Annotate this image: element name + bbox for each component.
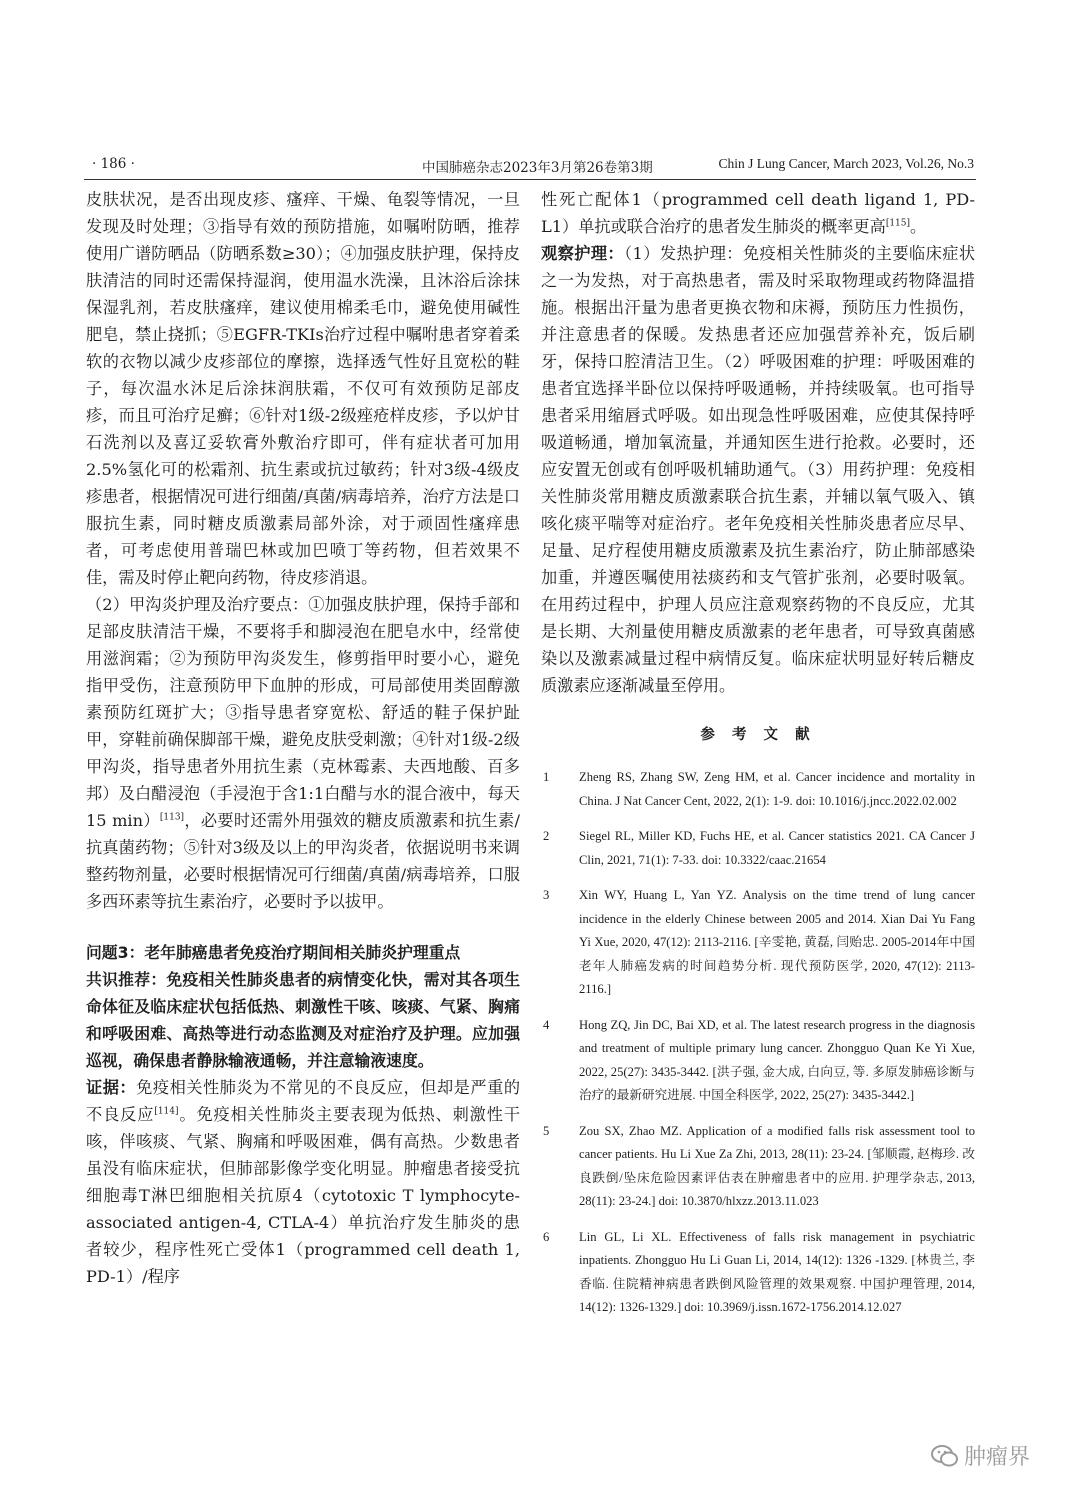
reference-number: 5 [543, 1123, 550, 1138]
journal-title-en: Chin J Lung Cancer, March 2023, Vol.26, No.3 [718, 156, 974, 171]
reference-number: 1 [543, 770, 550, 784]
evidence-paragraph: 证据：免疫相关性肺炎为不常见的不良反应，但却是严重的不良反应[114]。免疫相关性肺炎主要表现为低热、刺激性干咳，伴咳痰、气紧、胸痛和呼吸困难，偶有高热。少数患者虽没有临床症状，但肺部影像学变化明显。肿瘤患者接受抗细胞毒T淋巴细胞相关抗原4（cytotoxic T lymphocyte-associated antigen-4, CTLA-4）单抗治疗发生肺炎的患者较少，程序性死亡受体1（programmed cell death 1, PD-1）/程序 [86, 1078, 521, 1286]
reference-item [541, 884, 975, 1002]
watermark [930, 1440, 1050, 1470]
citation-113: [113] [159, 812, 185, 823]
references-heading: 参 考 文 献 [700, 727, 816, 743]
reference-item [541, 766, 975, 813]
consensus-recommendation: 共识推荐：免疫相关性肺炎患者的病情变化快，需对其各项生命体征及临床症状包括低热、刺激性干咳、咳痰、气紧、胸痛和呼吸困难、高热等进行动态监测及对症治疗及护理。应加强巡视，确保患者静脉输液通畅，并注意输液速度。 [86, 970, 520, 1070]
skin-care-paragraph: 皮肤状况，是否出现皮疹、瘙痒、干燥、龟裂等情况，一旦发现及时处理；③指导有效的预防措施，如嘱咐防晒，推荐使用广谱防晒品（防晒系数≥30）；④加强皮肤护理，保持皮肤清洁的同时还需保持湿润，使用温水洗澡，且沐浴后涂抹保湿乳剂，若皮肤瘙痒，建议使用棉柔毛巾，避免使用碱性肥皂，禁止挠抓；⑤EGFR-TKIs治疗过程中嘱咐患者穿着柔软的衣物以减少皮疹部位的摩擦，选择透气性好且宽松的鞋子，每次温水沐足后涂抹润肤霜，不仅可有效预防足部皮疹，而且可治疗足癣；⑥针对1级-2级痤疮样皮疹，予以炉甘石洗剂以及喜辽妥软膏外敷治疗即可，伴有症状者可加用2.5%氢化可的松霜剂、抗生素或抗过敏药；针对3级-4级皮疹患者，根据情况可进行细菌/真菌/病毒培养，治疗方法是口服抗生素，同时糖皮质激素局部外涂，对于顽固性瘙痒患者，可考虑使用普瑞巴林或加巴喷丁等药物，但若效果不佳，需及时停止靶向药物，待皮疹消退。 [86, 190, 520, 587]
reference-text: Xin WY, Huang L, Yan YZ. Analysis on the time trend of lung cancer incidence in the elderly Chinese between 2005 and 2014. Xian Dai Yu Fang Yi Xue, 2020, 47(12): 2113-2116. [辛雯艳, 黄磊, 闫贻忠. 2005-2014年中国老年人肺癌发病的时间趋势分析. 现代预防医学, 2020, 47(12): 2113-2116.] [579, 888, 975, 996]
reference-text: Zou SX, Zhao MZ. Application of a modified falls risk assessment tool to cancer patients. Hu Li Xue Za Zhi, 2013, 28(11): 23-24. [邹顺霞, 赵梅珍. 改良跌倒/坠床危险因素评估表在肿瘤患者中的应用. 护理学杂志, 2013, 28(11): 23-24.] doi: 10.3870/hlxzz.2013.11.023 [579, 1123, 975, 1208]
citation-114: [114] [154, 1106, 179, 1117]
reference-text: Zheng RS, Zhang SW, Zeng HM, et al. Cancer incidence and mortality in China. J Nat Cancer Cent, 2022, 2(1): 1-9. doi: 10.1016/j.jncc.2022.02.002 [579, 770, 975, 808]
wechat-icon [930, 1444, 960, 1468]
reference-item [541, 1014, 975, 1108]
reference-number: 3 [543, 888, 550, 902]
page-number: · 186 · [92, 156, 135, 172]
paronychia-paragraph: （2）甲沟炎护理及治疗要点：①加强皮肤护理，保持手部和足部皮肤清洁干燥，不要将手和脚浸泡在肥皂水中，经常使用滋润霜；②为预防甲沟炎发生，修剪指甲时要小心，避免指甲受伤，注意预防甲下血肿的形成，可局部使用类固醇激素预防红斑扩大；③指导患者穿宽松、舒适的鞋子保护趾甲，穿鞋前确保脚部干燥，避免皮肤受刺激；④针对1级-2级甲沟炎，指导患者外用抗生素（克林霉素、夫西地酸、百多邦）及白醋浸泡（手浸泡于含1:1白醋与水的混合液中，每天15 min）[113]，必要时还需外用强效的糖皮质激素和抗生素/抗真菌药物；⑤针对3级及以上的甲沟炎者，依据说明书来调整药物剂量，必要时根据情况可行细菌/真菌/病毒培养，口服多西环素等抗生素治疗，必要时予以拔甲。 [86, 595, 521, 911]
reference-item [541, 825, 975, 872]
observation-label: 观察护理： [541, 244, 625, 263]
watermark-text: 肿瘤界 [964, 1445, 1031, 1470]
left-column [86, 186, 520, 1290]
reference-number: 2 [543, 829, 550, 843]
citation-115: [115] [885, 218, 911, 229]
pd-l1-paragraph: 性死亡配体1（programmed cell death ligand 1, PD-L1）单抗或联合治疗的患者发生肺炎的概率更高[115]。 [541, 190, 975, 236]
header-rule [84, 179, 976, 180]
observation-nursing-paragraph: 观察护理：（1）发热护理：免疫相关性肺炎的主要临床症状之一为发热，对于高热患者，需及时采取物理或药物降温措施。根据出汗量为患者更换衣物和床褥，预防压力性损伤，并注意患者的保暖。发热患者还应加强营养补充，饭后刷牙，保持口腔清洁卫生。（2）呼吸困难的护理：呼吸困难的患者宜选择半卧位以保持呼吸通畅，并持续吸氧。也可指导患者采用缩唇式呼吸。如出现急性呼吸困难，应使其保持呼吸道畅通，增加氧流量，并通知医生进行抢救。必要时，还应安置无创或有创呼吸机辅助通气。（3）用药护理：免疫相关性肺炎常用糖皮质激素联合抗生素，并辅以氧气吸入、镇咳化痰平喘等对症治疗。老年免疫相关性肺炎患者应尽早、足量、足疗程使用糖皮质激素及抗生素治疗，防止肺部感染加重，并遵医嘱使用祛痰药和支气管扩张剂，必要时吸氧。在用药过程中，护理人员应注意观察药物的不良反应，尤其是长期、大剂量使用糖皮质激素的老年患者，可导致真菌感染以及激素减量过程中病情反复。临床症状明显好转后糖皮质激素应逐渐减量至停用。 [541, 244, 976, 695]
reference-number: 6 [543, 1229, 550, 1244]
running-header [92, 156, 974, 178]
reference-text: Lin GL, Li XL. Effectiveness of falls risk management in psychiatric inpatients. Zhongguo Hu Li Guan Li, 2014, 14(12): 1326 -1329. [林贵兰, 李香临. 住院精神病患者跌倒风险管理的效果观察. 中国护理管理, 2014, 14(12): 1326-1329.] doi: 10.3969/j.issn.1672-1756.2014.12.027 [579, 1229, 975, 1314]
reference-number: 4 [543, 1017, 550, 1032]
right-column [541, 186, 975, 1332]
question-3-title: 问题3：老年肺癌患者免疫治疗期间相关肺炎护理重点 [86, 943, 461, 962]
journal-title-cn: 中国肺癌杂志2023年3月第26卷第3期 [422, 160, 653, 176]
reference-item [541, 1226, 975, 1320]
reference-text: Hong ZQ, Jin DC, Bai XD, et al. The latest research progress in the diagnosis and treatment of multiple primary lung cancer. Zhongguo Quan Ke Yi Xue, 2022, 25(27): 3435-3442. [洪子强, 金大成, 白向豆, 等. 多原发肺癌诊断与治疗的最新研究进展. 中国全科医学, 2022, 25(27): 3435-3442.] [579, 1017, 975, 1102]
reference-text: Siegel RL, Miller KD, Fuchs HE, et al. Cancer statistics 2021. CA Cancer J Clin, 2021, 71(1): 7-33. doi: 10.3322/caac.21654 [579, 829, 975, 867]
reference-item [541, 1120, 975, 1214]
evidence-label: 证据： [86, 1078, 137, 1097]
reference-list [541, 766, 975, 1320]
